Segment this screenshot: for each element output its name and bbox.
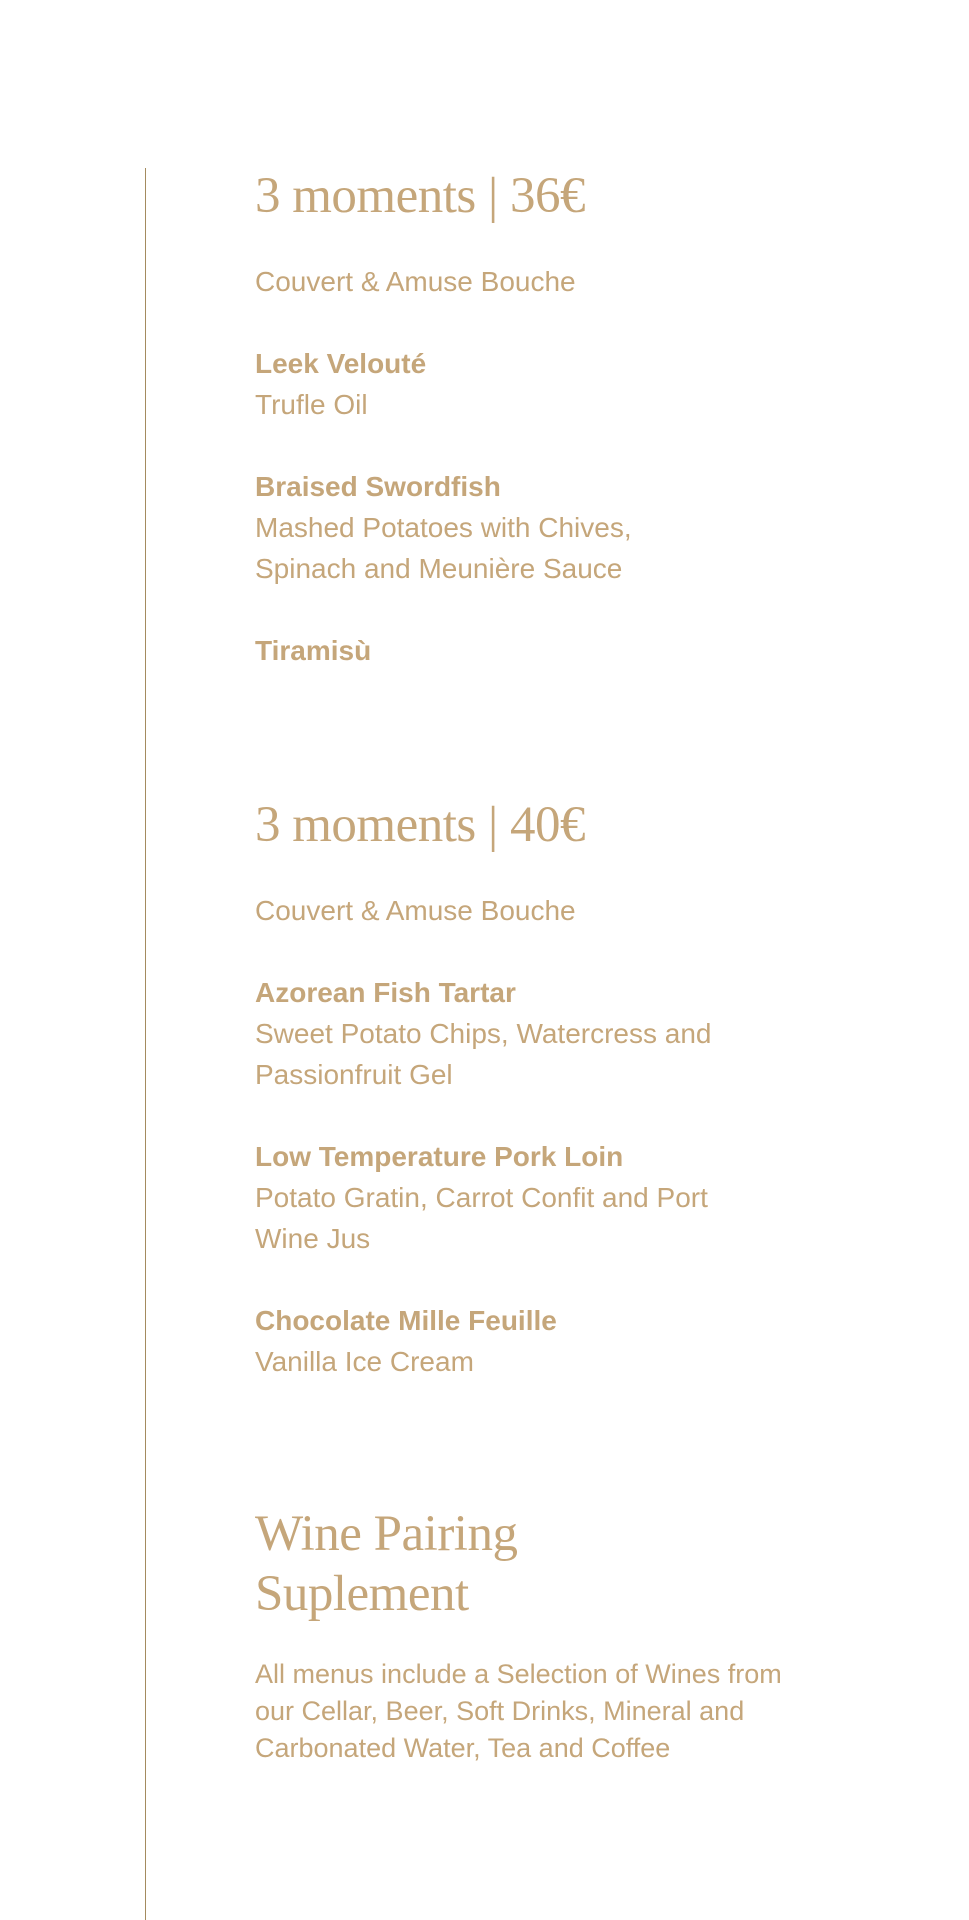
menu-2-dish-1 [255, 972, 712, 1095]
dish-description: Vanilla Ice Cream [255, 1346, 474, 1377]
menu-1-title: 3 moments | 36€ [255, 168, 585, 224]
wine-title-line: Wine Pairing [255, 1506, 518, 1562]
dish-description: Spinach and Meunière Sauce [255, 553, 623, 584]
menu-1-dish-3 [255, 630, 371, 671]
dish-description: Trufle Oil [255, 389, 368, 420]
dish-name: Low Temperature Pork Loin [255, 1141, 624, 1172]
wine-note-line: Carbonated Water, Tea and Coffee [255, 1733, 671, 1763]
dish-description: Wine Jus [255, 1223, 371, 1254]
dish-name: Braised Swordfish [255, 471, 501, 502]
wine-pairing-note [255, 1656, 782, 1767]
menu-1-dish-2 [255, 466, 632, 589]
dish-description: Sweet Potato Chips, Watercress and [255, 1018, 712, 1049]
wine-note-line: All menus include a Selection of Wines from [255, 1659, 782, 1689]
dish-name: Azorean Fish Tartar [255, 977, 516, 1008]
menu-1-dish-1 [255, 343, 426, 425]
dish-description: Potato Gratin, Carrot Confit and Port [255, 1182, 708, 1213]
dish-name: Leek Velouté [255, 348, 427, 379]
wine-note-line: our Cellar, Beer, Soft Drinks, Mineral and [255, 1696, 745, 1726]
dish-description: Passionfruit Gel [255, 1059, 453, 1090]
wine-pairing-title [255, 1504, 517, 1624]
dish-name: Chocolate Mille Feuille [255, 1305, 557, 1336]
menu-2-dish-3 [255, 1300, 557, 1382]
wine-title-line: Suplement [255, 1566, 469, 1622]
menu-2-dish-2 [255, 1136, 708, 1259]
menu-2-couvert: Couvert & Amuse Bouche [255, 895, 576, 926]
menu-2-title: 3 moments | 40€ [255, 797, 585, 853]
vertical-divider-line [145, 168, 146, 1920]
dish-description: Mashed Potatoes with Chives, [255, 512, 632, 543]
dish-name: Tiramisù [255, 635, 372, 666]
menu-1-couvert: Couvert & Amuse Bouche [255, 266, 576, 297]
